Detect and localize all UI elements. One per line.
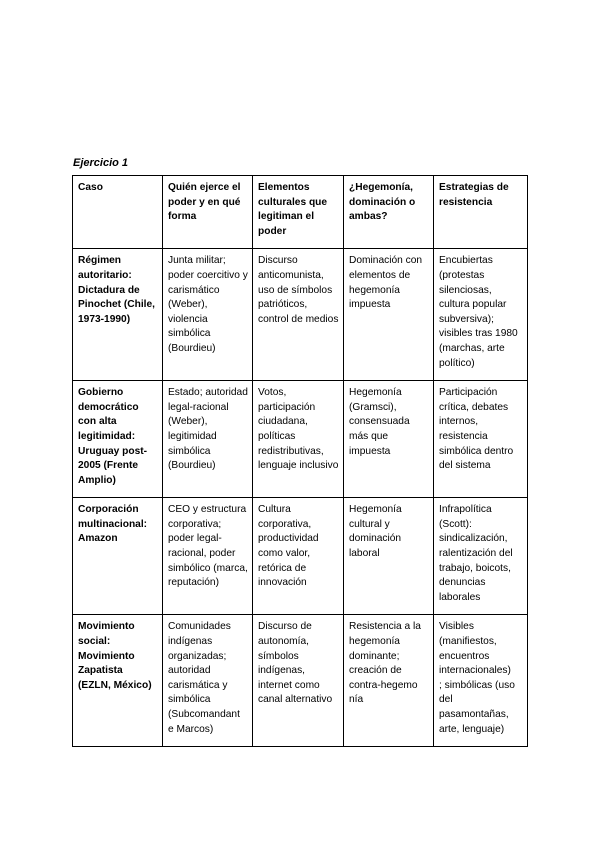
cell-caso: Corporación multinacional: Amazon [73,498,163,615]
cell-elementos: Votos, participación ciudadana, políticas redistributivas, lenguaje inclusivo [253,381,344,498]
cell-estrategias: Encubiertas (protestas silenciosas, cultura popular subversiva); visibles tras 1980 (marchas, arte político) [434,249,528,381]
cell-elementos: Discurso de autonomía, símbolos indígenas, internet como canal alternativo [253,615,344,747]
header-quien: Quién ejerce el poder y en qué forma [163,176,253,249]
header-caso: Caso [73,176,163,249]
table-row [73,381,528,498]
cell-estrategias: Infrapolítica (Scott): sindicalización, ralentización del trabajo, boicots, denuncias laborales [434,498,528,615]
table-row [73,498,528,615]
table-header-row [73,176,528,249]
page-title: Ejercicio 1 [73,157,129,169]
cell-quien: Estado; autoridad legal-racional (Weber), legitimidad simbólica (Bourdieu) [163,381,253,498]
header-elementos: Elementos culturales que legitiman el poder [253,176,344,249]
cell-hegemonia: Hegemonía (Gramsci), consensuada más que impuesta [344,381,434,498]
table-row [73,249,528,381]
header-estrategias: Estrategias de resistencia [434,176,528,249]
cell-estrategias: Visibles (manifiestos, encuentros internacionales) ; simbólicas (uso del pasamontañas, arte, lenguaje) [434,615,528,747]
cell-caso: Movimiento social: Movimiento Zapatista (EZLN, México) [73,615,163,747]
cell-hegemonia: Resistencia a la hegemonía dominante; creación de contra-hegemo nía [344,615,434,747]
cell-elementos: Cultura corporativa, productividad como valor, retórica de innovación [253,498,344,615]
table-row [73,615,528,747]
cell-quien: CEO y estructura corporativa; poder legal-racional, poder simbólico (marca, reputación) [163,498,253,615]
header-hegemonia: ¿Hegemonía, dominación o ambas? [344,176,434,249]
cell-caso: Gobierno democrático con alta legitimidad: Uruguay post-2005 (Frente Amplio) [73,381,163,498]
cell-hegemonia: Hegemonía cultural y dominación laboral [344,498,434,615]
cell-estrategias: Participación crítica, debates internos, resistencia simbólica dentro del sistema [434,381,528,498]
cell-elementos: Discurso anticomunista, uso de símbolos patrióticos, control de medios [253,249,344,381]
cell-quien: Comunidades indígenas organizadas; autoridad carismática y simbólica (Subcomandant e Marcos) [163,615,253,747]
cell-caso: Régimen autoritario: Dictadura de Pinochet (Chile, 1973-1990) [73,249,163,381]
cell-quien: Junta militar; poder coercitivo y carismático (Weber), violencia simbólica (Bourdieu) [163,249,253,381]
analysis-table [72,175,528,747]
cell-hegemonia: Dominación con elementos de hegemonía impuesta [344,249,434,381]
